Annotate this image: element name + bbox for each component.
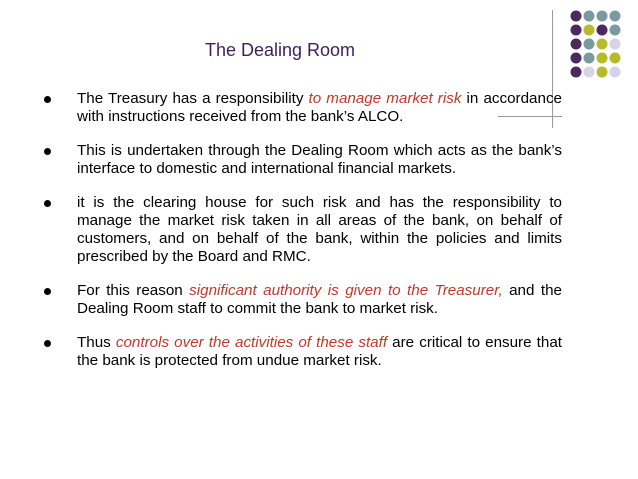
bullet-item xyxy=(44,90,562,126)
emphasized-text: controls over the activities of these staff xyxy=(115,334,388,351)
decorative-dot xyxy=(571,39,582,50)
decorative-dot xyxy=(610,25,621,36)
bullet-dot-icon xyxy=(44,148,51,155)
decorative-dot xyxy=(597,25,608,36)
decorative-dot xyxy=(571,53,582,64)
decorative-dot xyxy=(610,39,621,50)
decorative-dot xyxy=(584,67,595,78)
decorative-dot xyxy=(571,67,582,78)
decorative-dot xyxy=(610,53,621,64)
bullet-text: it is the clearing house for such risk and has the responsibility to manage the market risk taken in all areas of the bank, on behalf of customers, and on behalf of the bank, within the policies and limits prescribed by the Board and RMC. xyxy=(77,194,562,265)
decorative-dot xyxy=(584,25,595,36)
bullet-item xyxy=(44,142,562,178)
decorative-dot xyxy=(610,11,621,22)
decorative-dot xyxy=(584,39,595,50)
bullet-text: and the Dealing Room staff to commit the bank to market risk. xyxy=(77,282,562,317)
emphasized-text: significant authority is given to the Treasurer, xyxy=(189,282,503,299)
decorative-dot xyxy=(597,53,608,64)
bullet-dot-icon xyxy=(44,96,51,103)
bullet-text: in accordance with instructions received from the bank’s ALCO. xyxy=(77,90,562,125)
decorative-dot xyxy=(597,39,608,50)
bullet-text: Thus xyxy=(77,334,116,351)
bullet-item xyxy=(44,334,562,370)
decorative-dot xyxy=(610,67,621,78)
decorative-dot-grid xyxy=(570,10,638,110)
bullet-text: This is undertaken through the Dealing Room which acts as the bank’s interface to domestic and international financial markets. xyxy=(77,142,562,177)
decorative-dot xyxy=(597,67,608,78)
decorative-dot xyxy=(597,11,608,22)
slide-title: The Dealing Room xyxy=(204,40,356,60)
dot-grid-svg xyxy=(570,10,638,110)
bullet-text: For this reason xyxy=(77,282,190,299)
emphasized-text: to manage market risk xyxy=(308,90,462,107)
bullet-item xyxy=(44,194,562,266)
decorative-dot xyxy=(571,11,582,22)
decorative-dot xyxy=(584,11,595,22)
decorative-dot xyxy=(584,53,595,64)
decorative-dot xyxy=(571,25,582,36)
bullet-dot-icon xyxy=(44,288,51,295)
bullet-list xyxy=(44,90,562,386)
bullet-text: The Treasury has a responsibility xyxy=(77,90,309,107)
bullet-dot-icon xyxy=(44,340,51,347)
bullet-item xyxy=(44,282,562,318)
bullet-dot-icon xyxy=(44,200,51,207)
bullet-text: are critical to ensure that the bank is protected from undue market risk. xyxy=(77,334,562,369)
